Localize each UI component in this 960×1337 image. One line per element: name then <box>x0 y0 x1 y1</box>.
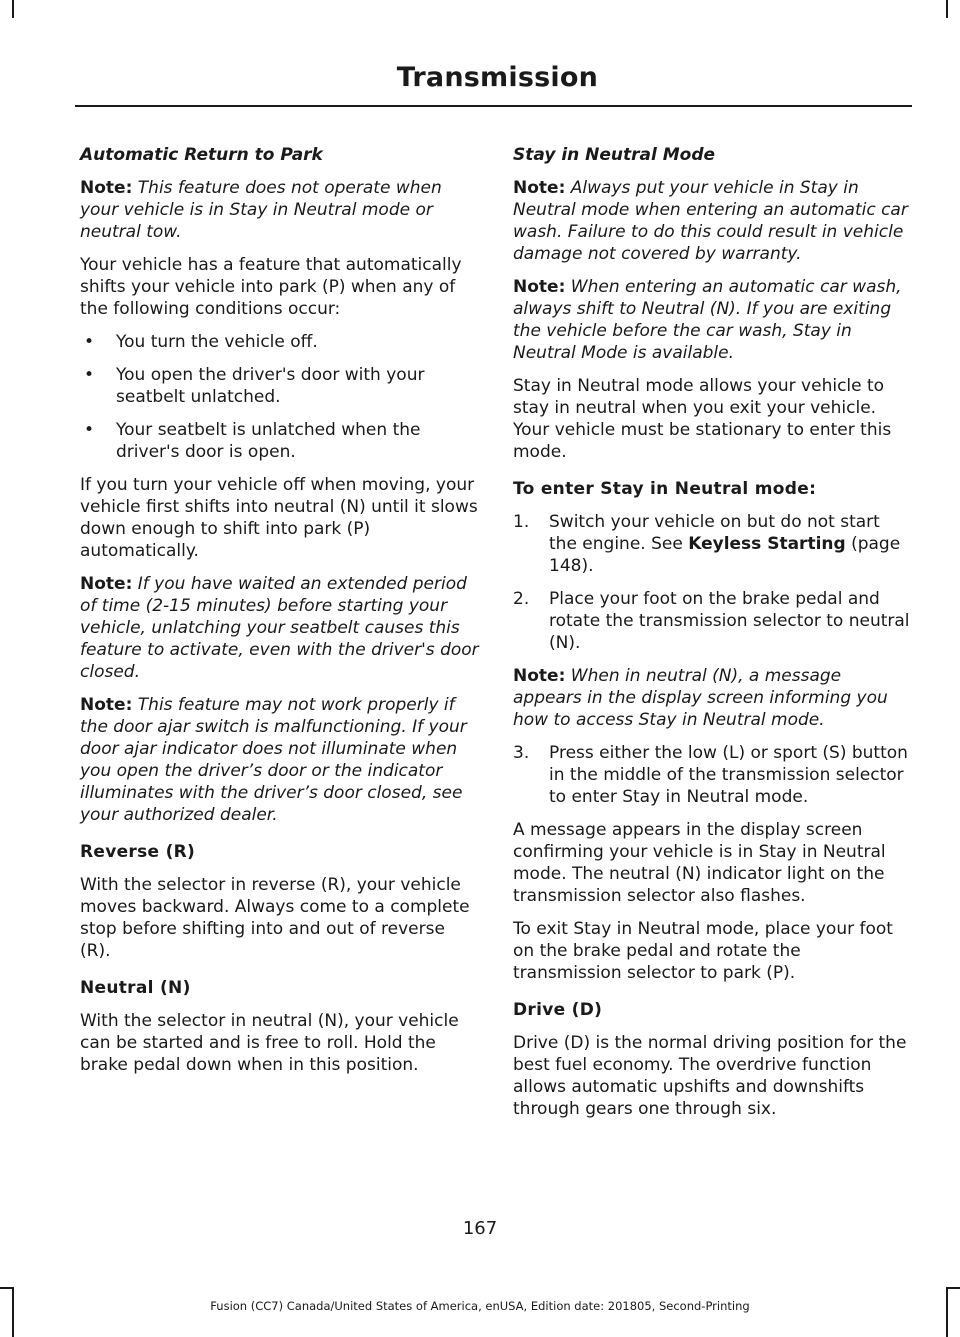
note-text: When entering an automatic car wash, always shift to Neutral (N). If you are exiting the vehicle before the car wash, Stay in Neutral Mode is available. <box>513 277 902 363</box>
list-item <box>513 588 913 654</box>
note-label: Note: <box>513 178 566 198</box>
right-column <box>513 144 913 1131</box>
arp-note-3 <box>80 694 480 826</box>
list-item <box>513 511 913 577</box>
step-number: 1. <box>513 512 530 532</box>
arp-moving-text: If you turn your vehicle off when moving, your vehicle first shifts into neutral (N) until it slows down enough to shift into park (P) automatically. <box>80 475 478 561</box>
neutral-text: With the selector in neutral (N), your vehicle can be started and is free to roll. Hold the brake pedal down when in this position. <box>80 1011 459 1075</box>
sin-note-3 <box>513 665 913 731</box>
note-text: If you have waited an extended period of time (2-15 minutes) before starting your vehicle, unlatching your seatbelt causes this feature to activate, even with the driver's door closed. <box>80 574 479 682</box>
arp-conditions-list <box>80 331 480 463</box>
note-text: This feature does not operate when your vehicle is in Stay in Neutral mode or neutral tow. <box>80 178 442 242</box>
drive-text: Drive (D) is the normal driving position for the best fuel economy. The overdrive function allows automatic upshifts and downshifts through gears one through six. <box>513 1033 907 1119</box>
list-item-text: Place your foot on the brake pedal and rotate the transmission selector to neutral (N). <box>549 589 910 653</box>
arp-intro: Your vehicle has a feature that automatically shifts your vehicle into park (P) when any of the following conditions occur: <box>80 255 462 319</box>
list-item <box>80 364 480 408</box>
list-item-text: Switch your vehicle on but do not start the engine. See <box>549 512 880 554</box>
list-item-text: You turn the vehicle off. <box>116 332 318 352</box>
crop-mark-bottom-right-horizontal <box>946 1287 960 1289</box>
bullet-marker: • <box>84 365 95 385</box>
keyless-starting-link[interactable]: Keyless Starting <box>688 534 846 554</box>
crop-mark-top-left <box>12 0 14 18</box>
step-number: 3. <box>513 743 530 763</box>
list-item-text: Your seatbelt is unlatched when the driver's door is open. <box>116 420 421 462</box>
bullet-marker: • <box>84 420 95 440</box>
page-title: Transmission <box>396 62 598 93</box>
note-label: Note: <box>80 574 133 594</box>
header-divider <box>75 105 912 107</box>
enter-steps-list <box>513 511 913 654</box>
drive-heading: Drive (D) <box>513 1000 603 1020</box>
crop-mark-top-right <box>946 0 948 18</box>
note-label: Note: <box>513 666 566 686</box>
page-number: 167 <box>462 1218 498 1239</box>
arp-note-1 <box>80 177 480 243</box>
enter-steps-list-continued <box>513 742 913 808</box>
exit-text: To exit Stay in Neutral mode, place your foot on the brake pedal and rotate the transmission selector to park (P). <box>513 919 893 983</box>
arp-note-2 <box>80 573 480 683</box>
list-item <box>513 742 913 808</box>
list-item <box>80 419 480 463</box>
crop-mark-bottom-left-horizontal <box>0 1287 14 1289</box>
note-text: When in neutral (N), a message appears in the display screen informing you how to access Stay in Neutral mode. <box>513 666 888 730</box>
edition-footer: Fusion (CC7) Canada/United States of America, enUSA, Edition date: 201805, Second-Printing <box>210 1299 750 1313</box>
reverse-text: With the selector in reverse (R), your vehicle moves backward. Always come to a complete stop before shifting into and out of reverse (R). <box>80 875 470 961</box>
list-item-text: You open the driver's door with your seatbelt unlatched. <box>116 365 425 407</box>
reverse-heading: Reverse (R) <box>80 842 196 862</box>
bullet-marker: • <box>84 332 95 352</box>
sin-title: Stay in Neutral Mode <box>513 145 716 165</box>
note-label: Note: <box>513 277 566 297</box>
step-number: 2. <box>513 589 530 609</box>
note-text: Always put your vehicle in Stay in Neutral mode when entering an automatic car wash. Failure to do this could result in vehicle damage not covered by warranty. <box>513 178 908 264</box>
note-label: Note: <box>80 695 133 715</box>
list-item <box>80 331 480 353</box>
sin-note-2 <box>513 276 913 364</box>
sin-note-1 <box>513 177 913 265</box>
sin-intro: Stay in Neutral mode allows your vehicle to stay in neutral when you exit your vehicle. Your vehicle must be stationary to enter this mode. <box>513 376 892 462</box>
enter-heading: To enter Stay in Neutral mode: <box>513 479 817 499</box>
page-reference: (page 148). <box>549 534 901 576</box>
confirm-text: A message appears in the display screen confirming your vehicle is in Stay in Neutral mode. The neutral (N) indicator light on the transmission selector also flashes. <box>513 820 886 906</box>
note-label: Note: <box>80 178 133 198</box>
arp-title: Automatic Return to Park <box>80 145 323 165</box>
note-text: This feature may not work properly if the door ajar switch is malfunctioning. If your door ajar indicator does not illuminate when you open the driver’s door or the indicator illuminates with the driver’s door closed, see your authorized dealer. <box>80 695 467 825</box>
left-column <box>80 144 480 1087</box>
neutral-heading: Neutral (N) <box>80 978 191 998</box>
list-item-text: Press either the low (L) or sport (S) button in the middle of the transmission selector to enter Stay in Neutral mode. <box>549 743 908 807</box>
